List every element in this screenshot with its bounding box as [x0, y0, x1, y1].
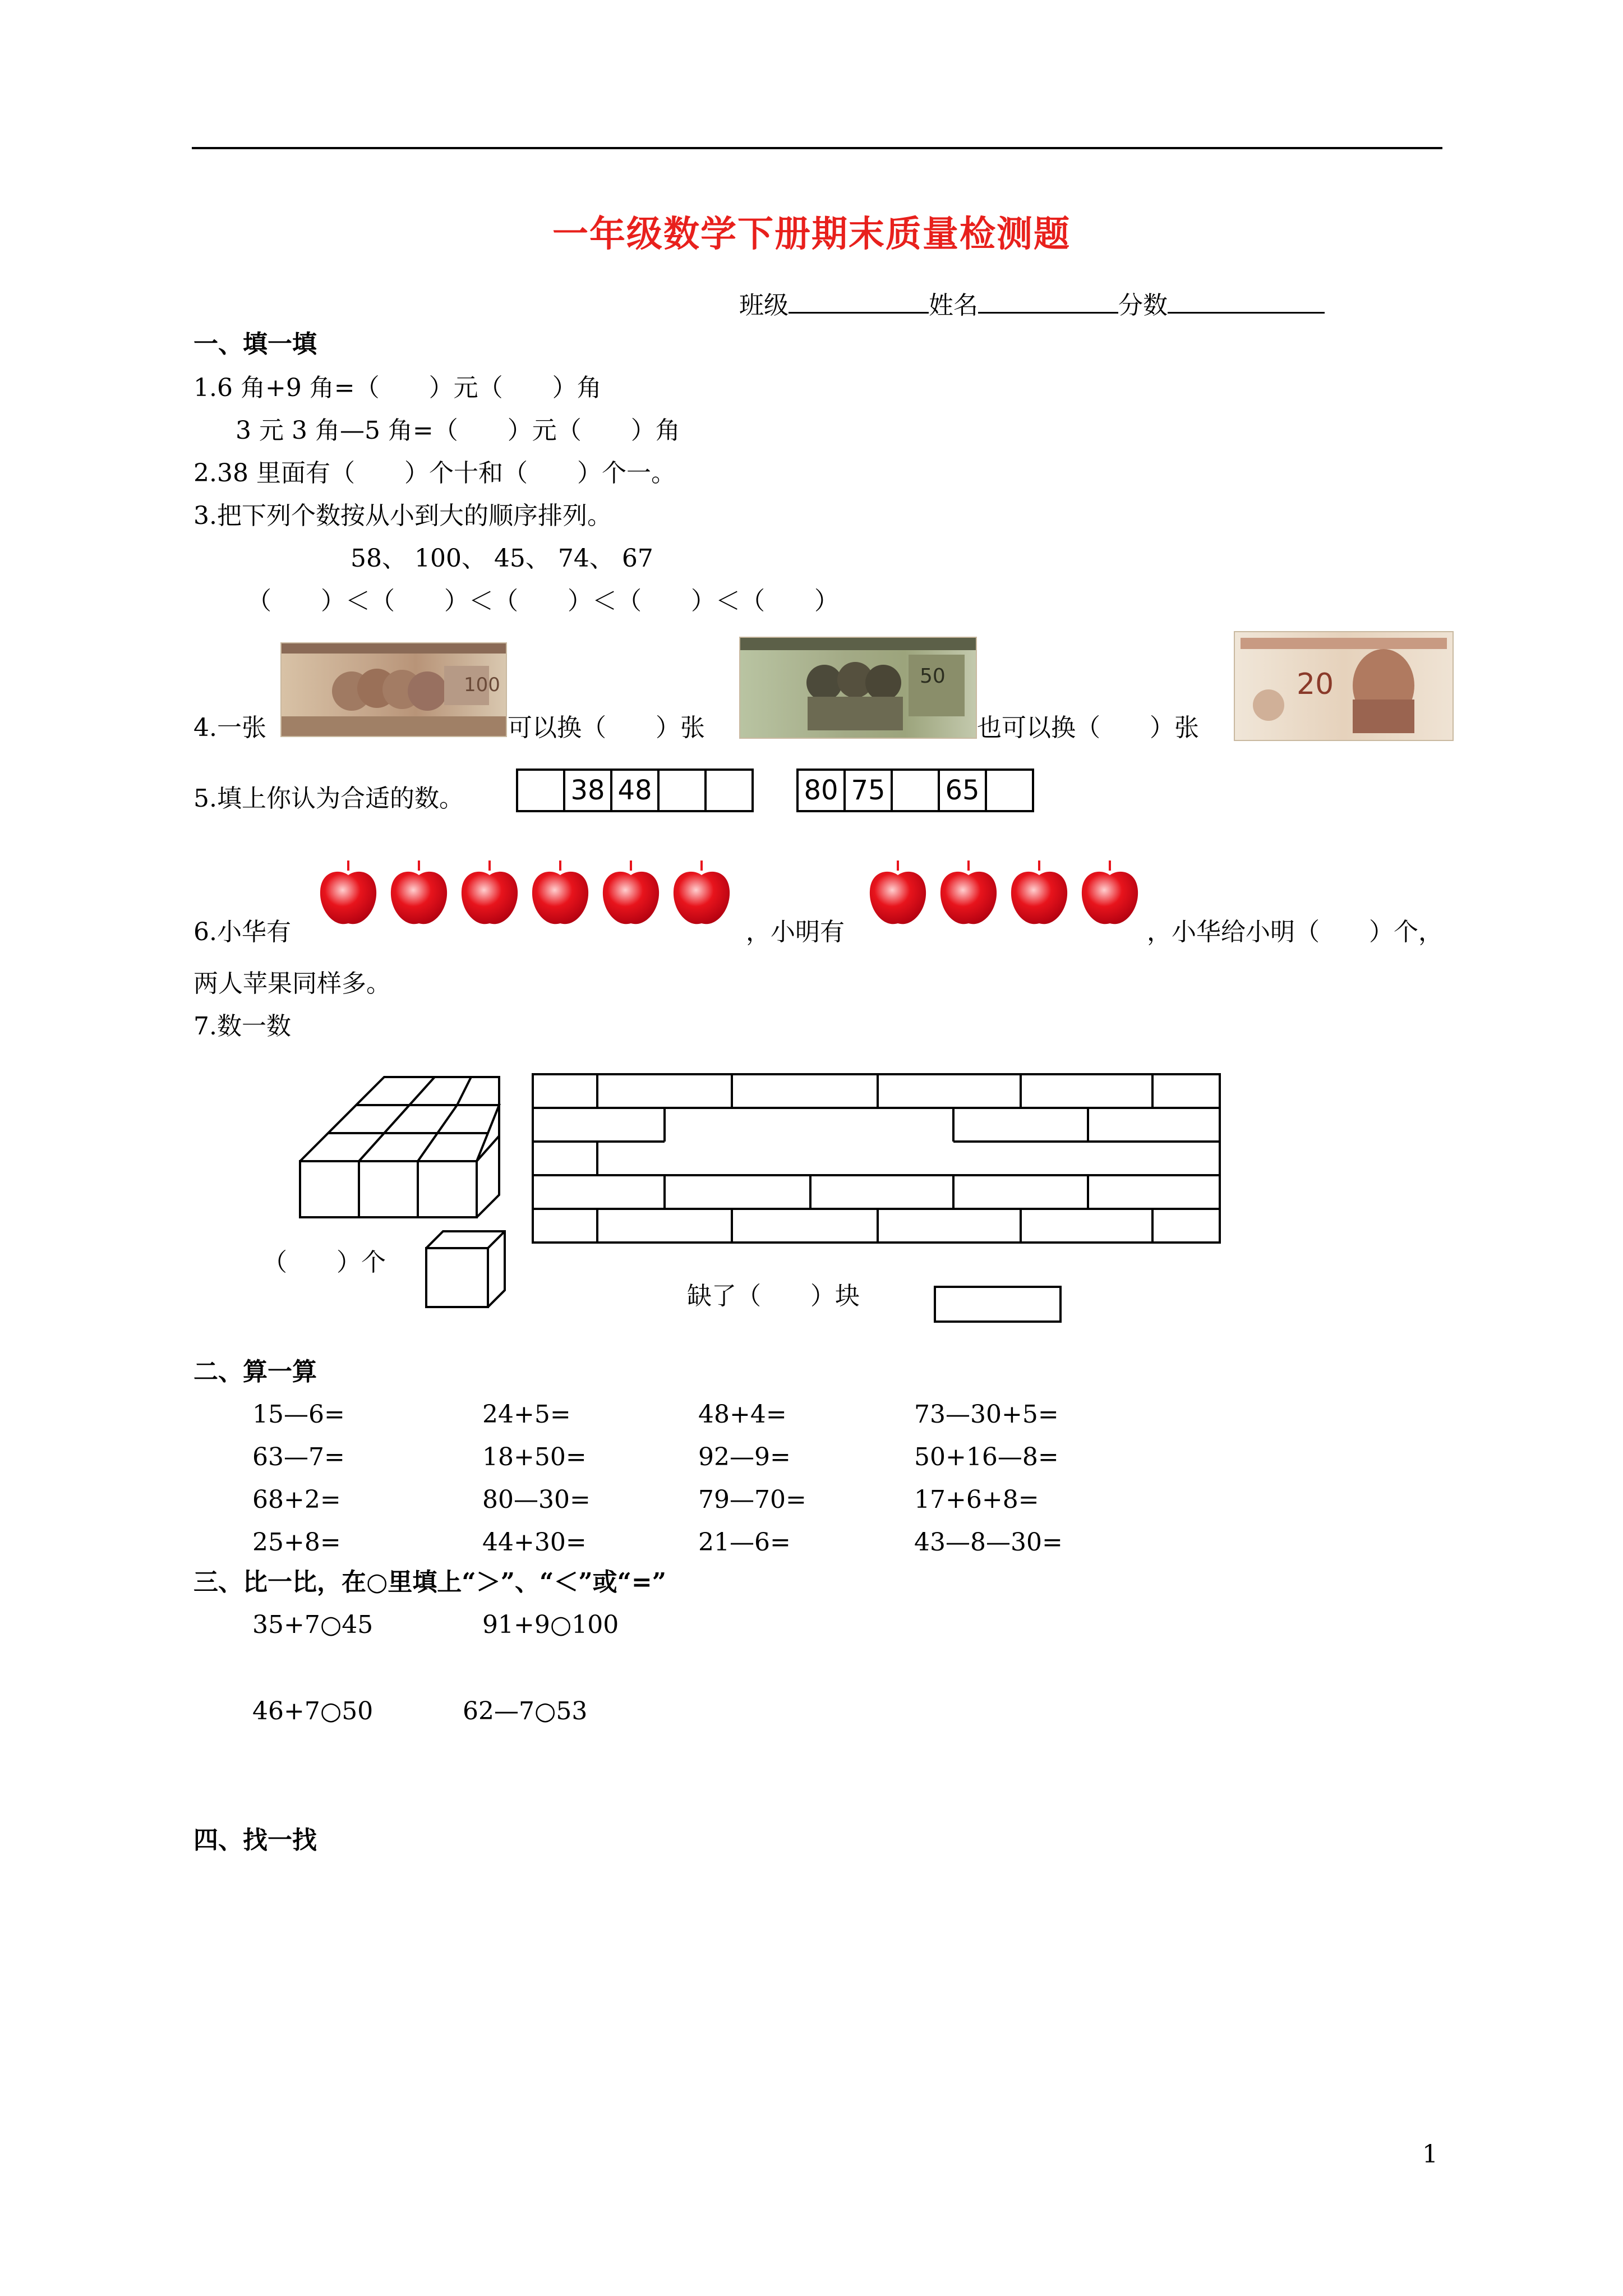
banknote-100-image [280, 642, 507, 737]
compare-item: 35+7○45 [252, 1611, 374, 1639]
apple-icon [388, 858, 450, 931]
q6-part2: ，小明有 [746, 918, 845, 946]
page-title: 一年级数学下册期末质量检测题 [552, 213, 1071, 255]
calc-item: 50+16—8= [914, 1443, 1059, 1471]
apple-icon [529, 858, 592, 931]
apple-icon [600, 858, 662, 931]
score-label: 分数 [1118, 291, 1168, 320]
header-rule [192, 147, 1442, 149]
apple-icon [937, 858, 1000, 931]
xiaoming-apples [866, 858, 1141, 931]
missing-brick-box [934, 1286, 1062, 1323]
calc-item: 25+8= [252, 1528, 341, 1557]
brick-wall-drawing [527, 1069, 1234, 1248]
seq1-cell: 38 [565, 771, 612, 810]
calc-item: 24+5= [482, 1400, 571, 1429]
banknote-100-figures [282, 643, 506, 736]
seq2-cell: 80 [799, 771, 846, 810]
apple-icon [458, 858, 521, 931]
calc-item: 73—30+5= [914, 1400, 1059, 1429]
calc-item: 68+2= [252, 1485, 341, 1514]
banknote-100-value: 100 [464, 674, 500, 696]
q5-sequence-1 [516, 769, 754, 812]
name-field[interactable] [978, 287, 1118, 314]
q1-line2: 3 元 3 角—5 角=（ ）元（ ）角 [236, 416, 680, 445]
q2: 2.38 里面有（ ）个十和（ ）个一。 [193, 459, 676, 487]
section3-heading: 三、比一比，在○里填上“＞”、“＜”或“=” [193, 1568, 667, 1596]
seq2-cell[interactable] [893, 771, 940, 810]
q7-label: 7.数一数 [193, 1012, 291, 1041]
banknote-50-figures [740, 638, 976, 738]
q3-blanks: （ ）＜（ ）＜（ ）＜（ ）＜（ ） [247, 587, 839, 615]
calc-item: 80—30= [482, 1485, 591, 1514]
q5-sequence-2 [796, 769, 1034, 812]
name-label: 姓名 [929, 291, 978, 320]
seq2-cell: 65 [940, 771, 987, 810]
apple-icon [1008, 858, 1071, 931]
q7-cubes-answer: （ ）个 [262, 1248, 386, 1277]
compare-item: 91+9○100 [482, 1611, 619, 1639]
page-number: 1 [1422, 2140, 1438, 2169]
calc-item: 63—7= [252, 1443, 345, 1471]
apple-icon [317, 858, 380, 931]
q3: 3.把下列个数按从小到大的顺序排列。 [193, 501, 612, 530]
q4-part1: 4.一张 [193, 714, 266, 742]
apple-icon [866, 858, 929, 931]
apple-icon [1078, 858, 1141, 931]
calc-item: 18+50= [482, 1443, 587, 1471]
class-label: 班级 [739, 291, 789, 320]
q6-part3: ，小华给小明（ ）个， [1147, 918, 1443, 946]
q7-wall-answer: 缺了（ ）块 [687, 1282, 860, 1310]
q4-part2: 可以换（ ）张 [508, 714, 705, 742]
q6-part1: 6.小华有 [193, 918, 291, 946]
xiaohua-apples [317, 858, 733, 931]
seq1-cell[interactable] [518, 771, 565, 810]
calc-item: 17+6+8= [914, 1485, 1039, 1514]
section1-heading: 一、填一填 [193, 330, 317, 358]
q3-numbers: 58、 100、 45、 74、 67 [351, 544, 653, 573]
class-field[interactable] [789, 287, 929, 314]
q4-part3: 也可以换（ ）张 [977, 714, 1199, 742]
seq1-cell: 48 [612, 771, 660, 810]
calc-item: 43—8—30= [914, 1528, 1063, 1557]
seq1-cell[interactable] [707, 771, 751, 810]
calc-item: 48+4= [698, 1400, 787, 1429]
calc-item: 44+30= [482, 1528, 587, 1557]
section4-heading: 四、找一找 [193, 1826, 317, 1855]
calc-item: 79—70= [698, 1485, 806, 1514]
banknote-20-figures [1235, 632, 1453, 740]
calc-item: 21—6= [698, 1528, 791, 1557]
banknote-50-image [739, 637, 977, 739]
calc-item: 92—9= [698, 1443, 791, 1471]
student-info-line [739, 287, 1325, 321]
score-field[interactable] [1168, 287, 1325, 314]
banknote-20-image [1234, 631, 1454, 741]
compare-item: 62—7○53 [463, 1697, 588, 1726]
q1-line1: 1.6 角+9 角=（ ）元（ ）角 [193, 374, 602, 402]
banknote-20-value: 20 [1297, 668, 1334, 701]
banknote-50-value: 50 [920, 665, 946, 688]
q6-line2: 两人苹果同样多。 [193, 969, 391, 998]
section2-heading: 二、算一算 [193, 1358, 317, 1386]
seq2-cell: 75 [846, 771, 893, 810]
q5-label: 5.填上你认为合适的数。 [193, 784, 464, 813]
seq2-cell[interactable] [987, 771, 1032, 810]
compare-item: 46+7○50 [252, 1697, 374, 1726]
calc-item: 15—6= [252, 1400, 345, 1429]
apple-icon [670, 858, 733, 931]
seq1-cell[interactable] [660, 771, 707, 810]
